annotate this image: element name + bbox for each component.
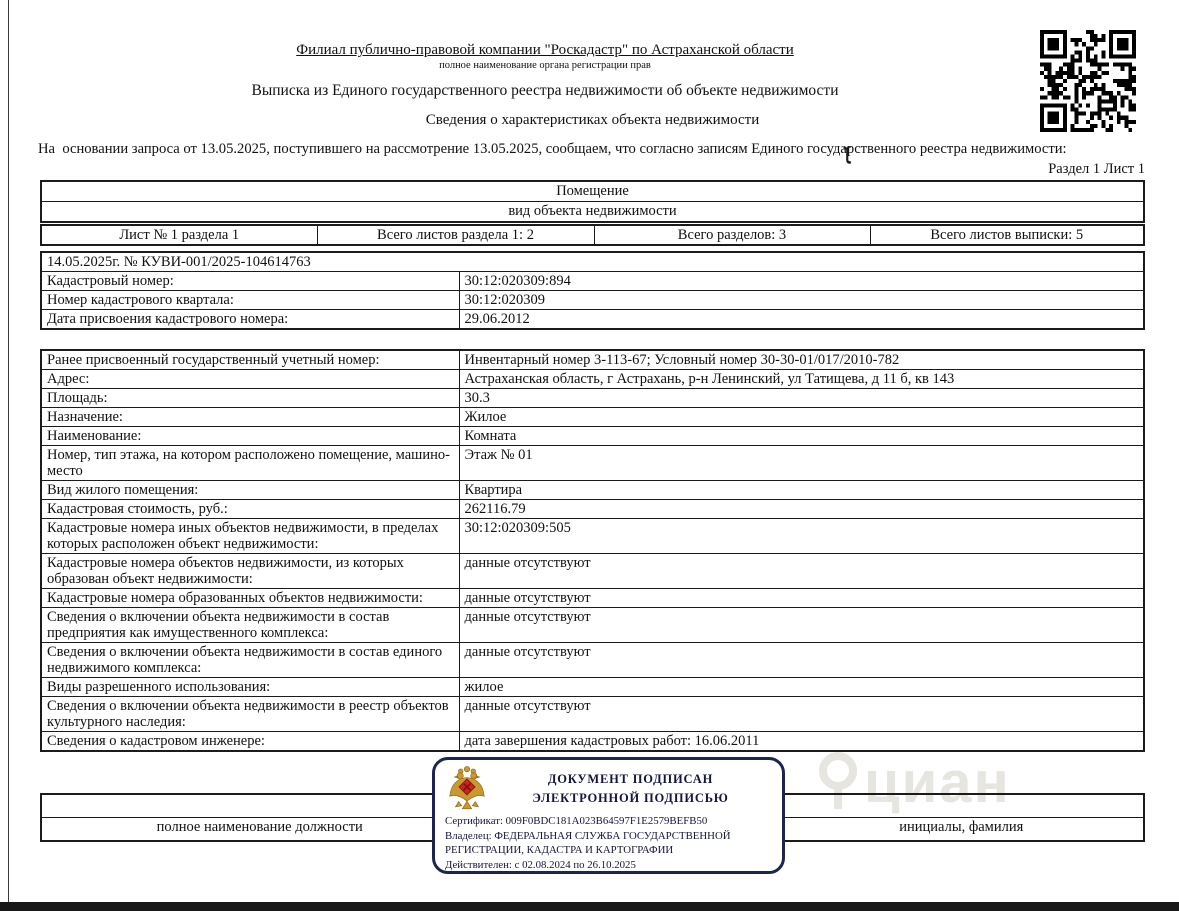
signature-position-caption: полное наименование должности — [41, 818, 478, 842]
field-value: 30.3 — [459, 389, 1144, 408]
registration-authority-caption: полное наименование органа регистрации прав — [439, 60, 651, 71]
field-label: Номер, тип этажа, на котором расположено помещение, машино-место — [41, 446, 459, 481]
sheet-info-cell: Лист № 1 раздела 1 — [41, 225, 317, 245]
field-label: Сведения о включении объекта недвижимости в реестр объектов культурного наследия: — [41, 697, 459, 732]
field-value: Инвентарный номер 3-113-67; Условный номер 30-30-01/017/2010-782 — [459, 350, 1144, 370]
sheet-info-cell: Всего листов раздела 1: 2 — [317, 225, 594, 245]
document-title: Выписка из Единого государственного реестра недвижимости об объекте недвижимости — [251, 82, 839, 99]
request-statement: На основании запроса от 13.05.2025, поступившего на рассмотрение 13.05.2025, сообщаем, что согласно записям Единого государственного реестра недвижимости: — [38, 141, 1067, 157]
stamp-validity: Действителен: с 02.08.2024 по 26.10.2025 — [445, 859, 636, 871]
field-label: Сведения о включении объекта недвижимости в состав предприятия как имущественного комплекса: — [41, 608, 459, 643]
field-label: Кадастровые номера объектов недвижимости, из которых образован объект недвижимости: — [41, 554, 459, 589]
field-value: Этаж № 01 — [459, 446, 1144, 481]
field-value: данные отсутствуют — [459, 554, 1144, 589]
field-value: данные отсутствуют — [459, 608, 1144, 643]
field-label: Наименование: — [41, 427, 459, 446]
field-value: данные отсутствуют — [459, 589, 1144, 608]
field-label: Кадастровый номер: — [41, 272, 459, 291]
field-label: Адрес: — [41, 370, 459, 389]
field-value: Жилое — [459, 408, 1144, 427]
field-value: данные отсутствуют — [459, 697, 1144, 732]
section-sheet-label: Раздел 1 Лист 1 — [1048, 161, 1145, 177]
object-kind-table — [40, 180, 1145, 223]
field-label: Сведения о включении объекта недвижимости в состав единого недвижимого комплекса: — [41, 643, 459, 678]
field-label: Вид жилого помещения: — [41, 481, 459, 500]
field-value: Комната — [459, 427, 1144, 446]
stamp-certificate: Сертификат: 009F0BDC181A023B64597F1E2579BEFB50 — [445, 815, 708, 827]
field-label: Кадастровые номера иных объектов недвижимости, в пределах которых расположен объект недвижимости: — [41, 519, 459, 554]
field-label: Дата присвоения кадастрового номера: — [41, 310, 459, 330]
field-value: 262116.79 — [459, 500, 1144, 519]
field-label: Назначение: — [41, 408, 459, 427]
stamp-title-line1: ДОКУМЕНТ ПОДПИСАН — [547, 772, 714, 786]
field-label: Кадастровая стоимость, руб.: — [41, 500, 459, 519]
sheet-info-cell: Всего листов выписки: 5 — [870, 225, 1144, 245]
field-value: Астраханская область, г Астрахань, р-н Ленинский, ул Татищева, д 11 б, кв 143 — [459, 370, 1144, 389]
field-label: Кадастровые номера образованных объектов недвижимости: — [41, 589, 459, 608]
request-number: 14.05.2025г. № КУВИ-001/2025-104614763 — [41, 252, 1144, 272]
sheet-info-cell: Всего разделов: 3 — [594, 225, 870, 245]
field-value: 29.06.2012 — [459, 310, 1144, 330]
stamp-title-line2: ЭЛЕКТРОННОЙ ПОДПИСЬЮ — [532, 791, 729, 805]
signature-empty-cell — [41, 794, 478, 818]
field-value: Квартира — [459, 481, 1144, 500]
signature-empty-cell — [779, 794, 1144, 818]
object-kind-caption: вид объекта недвижимости — [41, 202, 1144, 223]
section-title: Сведения о характеристиках объекта недвижимости — [425, 112, 760, 128]
bottom-window-edge — [0, 902, 1179, 911]
object-kind-value: Помещение — [41, 181, 1144, 202]
field-label: Сведения о кадастровом инженере: — [41, 732, 459, 752]
rosreestr-eagle-emblem-icon — [445, 766, 489, 812]
object-details-table — [40, 349, 1145, 752]
cadastral-id-table — [40, 251, 1145, 330]
field-value: 30:12:020309:505 — [459, 519, 1144, 554]
document-header — [40, 42, 1050, 100]
text-cursor-icon — [842, 146, 854, 164]
signature-name-caption: инициалы, фамилия — [779, 818, 1144, 842]
page-left-edge — [8, 0, 9, 902]
field-label: Площадь: — [41, 389, 459, 408]
stamp-owner: Владелец: ФЕДЕРАЛЬНАЯ СЛУЖБА ГОСУДАРСТВЕННОЙ РЕГИСТРАЦИИ, КАДАСТРА И КАРТОГРАФИИ — [445, 830, 731, 856]
sheet-info-table — [40, 224, 1145, 246]
field-value: дата завершения кадастровых работ: 16.06.2011 — [459, 732, 1144, 752]
registration-authority-name: Филиал публично-правовой компании "Роскадастр" по Астраханской области — [296, 42, 794, 58]
field-value: данные отсутствуют — [459, 643, 1144, 678]
field-value: 30:12:020309:894 — [459, 272, 1144, 291]
watermark-text: циан — [864, 749, 1011, 815]
field-label: Виды разрешенного использования: — [41, 678, 459, 697]
field-label: Ранее присвоенный государственный учетный номер: — [41, 350, 459, 370]
field-label: Номер кадастрового квартала: — [41, 291, 459, 310]
field-value: 30:12:020309 — [459, 291, 1144, 310]
electronic-signature-stamp — [432, 757, 785, 874]
field-value: жилое — [459, 678, 1144, 697]
